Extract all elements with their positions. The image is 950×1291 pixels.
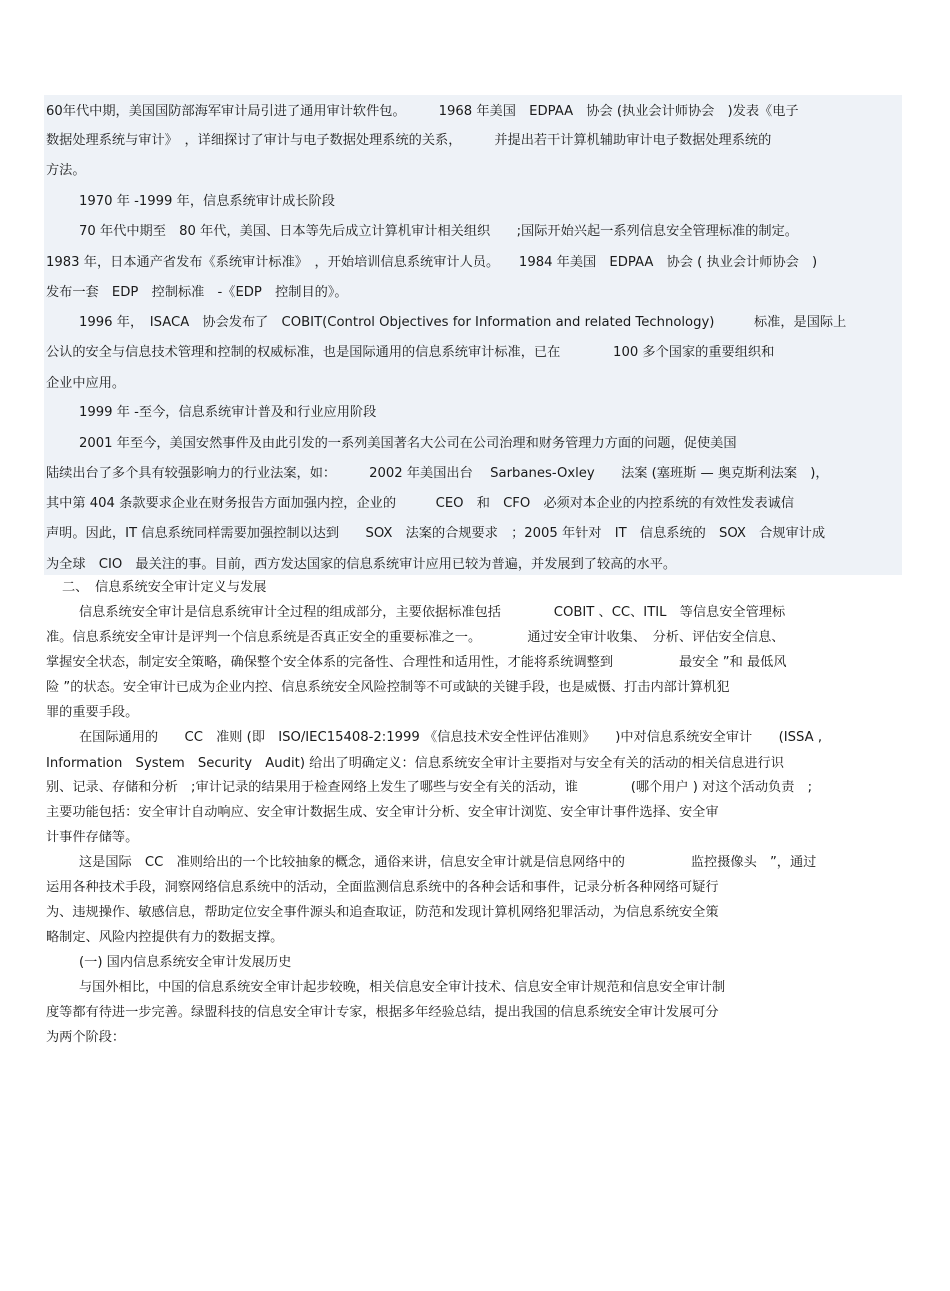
text-line: Information System Security Audit) 给出了明确定义：信息系统安全审计主要指对与安全有关的活动的相关信息进行识 — [46, 756, 784, 771]
text-line: 60年代中期，美国国防部海军审计局引进了通用审计软件包。 1968 年美国 EDPAA 协会 (执业会计师协会 )发表《电子 — [46, 104, 799, 119]
text-line: 信息系统安全审计是信息系统审计全过程的组成部分，主要依据标准包括 COBIT 、CC、ITIL 等信息安全管理标 — [79, 605, 786, 620]
text-line: 陆续出台了多个具有较强影响力的行业法案，如： 2002 年美国出台 Sarbanes-Oxley 法案 (塞班斯 — 奥克斯利法案 )， — [46, 466, 829, 481]
text-line: 1983 年，日本通产省发布《系统审计标准》 ，开始培训信息系统审计人员。 1984 年美国 EDPAA 协会 ( 执业会计师协会 ) — [46, 255, 818, 270]
text-line: 2001 年至今，美国安然事件及由此引发的一系列美国著名大公司在公司治理和财务管理力方面的问题，促使美国 — [79, 436, 737, 451]
text-line: 掌握安全状态，制定安全策略，确保整个安全体系的完备性、合理性和适用性，才能将系统调整到 最安全 ”和 最低风 — [46, 655, 787, 670]
section-heading: 二、 信息系统安全审计定义与发展 — [62, 580, 267, 595]
text-line: 其中第 404 条款要求企业在财务报告方面加强内控，企业的 CEO 和 CFO 必须对本企业的内控系统的有效性发表诚信 — [46, 496, 795, 511]
text-line: 企业中应用。 — [46, 376, 126, 391]
text-line: 与国外相比，中国的信息系统安全审计起步较晚，相关信息安全审计技术、信息安全审计规范和信息安全审计制 — [79, 980, 726, 995]
text-line: 声明。因此，IT 信息系统同样需要加强控制以达到 SOX 法案的合规要求 ；2005 年针对 IT 信息系统的 SOX 合规审计成 — [46, 526, 826, 541]
text-line: 在国际通用的 CC 准则 (即 ISO/IEC15408-2:1999 《信息技术安全性评估准则》 )中对信息系统安全审计 (ISSA , — [79, 730, 823, 745]
text-line: 准。信息系统安全审计是评判一个信息系统是否真正安全的重要标准之一。 通过安全审计收集、 分析、评估安全信息、 — [46, 630, 785, 645]
text-line: 别、记录、存储和分析 ;审计记录的结果用于检查网络上发生了哪些与安全有关的活动，谁 (哪个用户 ) 对这个活动负责 ; — [46, 780, 813, 795]
subsection-heading: (一) 国内信息系统安全审计发展历史 — [79, 955, 292, 970]
text-line: 度等都有待进一步完善。绿盟科技的信息安全审计专家，根据多年经验总结，提出我国的信息系统安全审计发展可分 — [46, 1005, 719, 1020]
text-line: 险 ”的状态。安全审计已成为企业内控、信息系统安全风险控制等不可或缺的关键手段，也是威慑、打击内部计算机犯 — [46, 680, 730, 695]
text-line: 70 年代中期至 80 年代，美国、日本等先后成立计算机审计相关组织 ;国际开始兴起一系列信息安全管理标准的制定。 — [79, 224, 798, 239]
text-line: 运用各种技术手段，洞察网络信息系统中的活动，全面监测信息系统中的各种会话和事件，记录分析各种网络可疑行 — [46, 880, 719, 895]
text-line: 发布一套 EDP 控制标准 -《EDP 控制目的》。 — [46, 285, 348, 300]
text-line: 主要功能包括：安全审计自动响应、安全审计数据生成、安全审计分析、安全审计浏览、安全审计事件选择、安全审 — [46, 805, 719, 820]
text-line: 为、违规操作、敏感信息，帮助定位安全事件源头和追查取证，防范和发现计算机网络犯罪活动，为信息系统安全策 — [46, 905, 719, 920]
text-line: 罪的重要手段。 — [46, 705, 139, 720]
text-line: 数据处理系统与审计》 ，详细探讨了审计与电子数据处理系统的关系， 并提出若干计算机辅助审计电子数据处理系统的 — [46, 133, 772, 148]
text-line: 计事件存储等。 — [46, 830, 139, 845]
text-line: 公认的安全与信息技术管理和控制的权威标准，也是国际通用的信息系统审计标准，已在 100 多个国家的重要组织和 — [46, 345, 775, 360]
text-line: 这是国际 CC 准则给出的一个比较抽象的概念，通俗来讲，信息安全审计就是信息网络中的 监控摄像头 ”，通过 — [79, 855, 817, 870]
text-line: 1999 年 -至今，信息系统审计普及和行业应用阶段 — [79, 405, 377, 420]
text-line: 为两个阶段： — [46, 1030, 126, 1045]
text-line: 1996 年， ISACA 协会发布了 COBIT(Control Objectives for Information and related Technology) 标准，是国际上 — [79, 315, 847, 330]
text-line: 略制定、风险内控提供有力的数据支撑。 — [46, 930, 284, 945]
text-line: 1970 年 -1999 年，信息系统审计成长阶段 — [79, 194, 335, 209]
text-line: 为全球 CIO 最关注的事。目前，西方发达国家的信息系统审计应用已较为普遍，并发展到了较高的水平。 — [46, 557, 677, 572]
text-line: 方法。 — [46, 163, 86, 178]
